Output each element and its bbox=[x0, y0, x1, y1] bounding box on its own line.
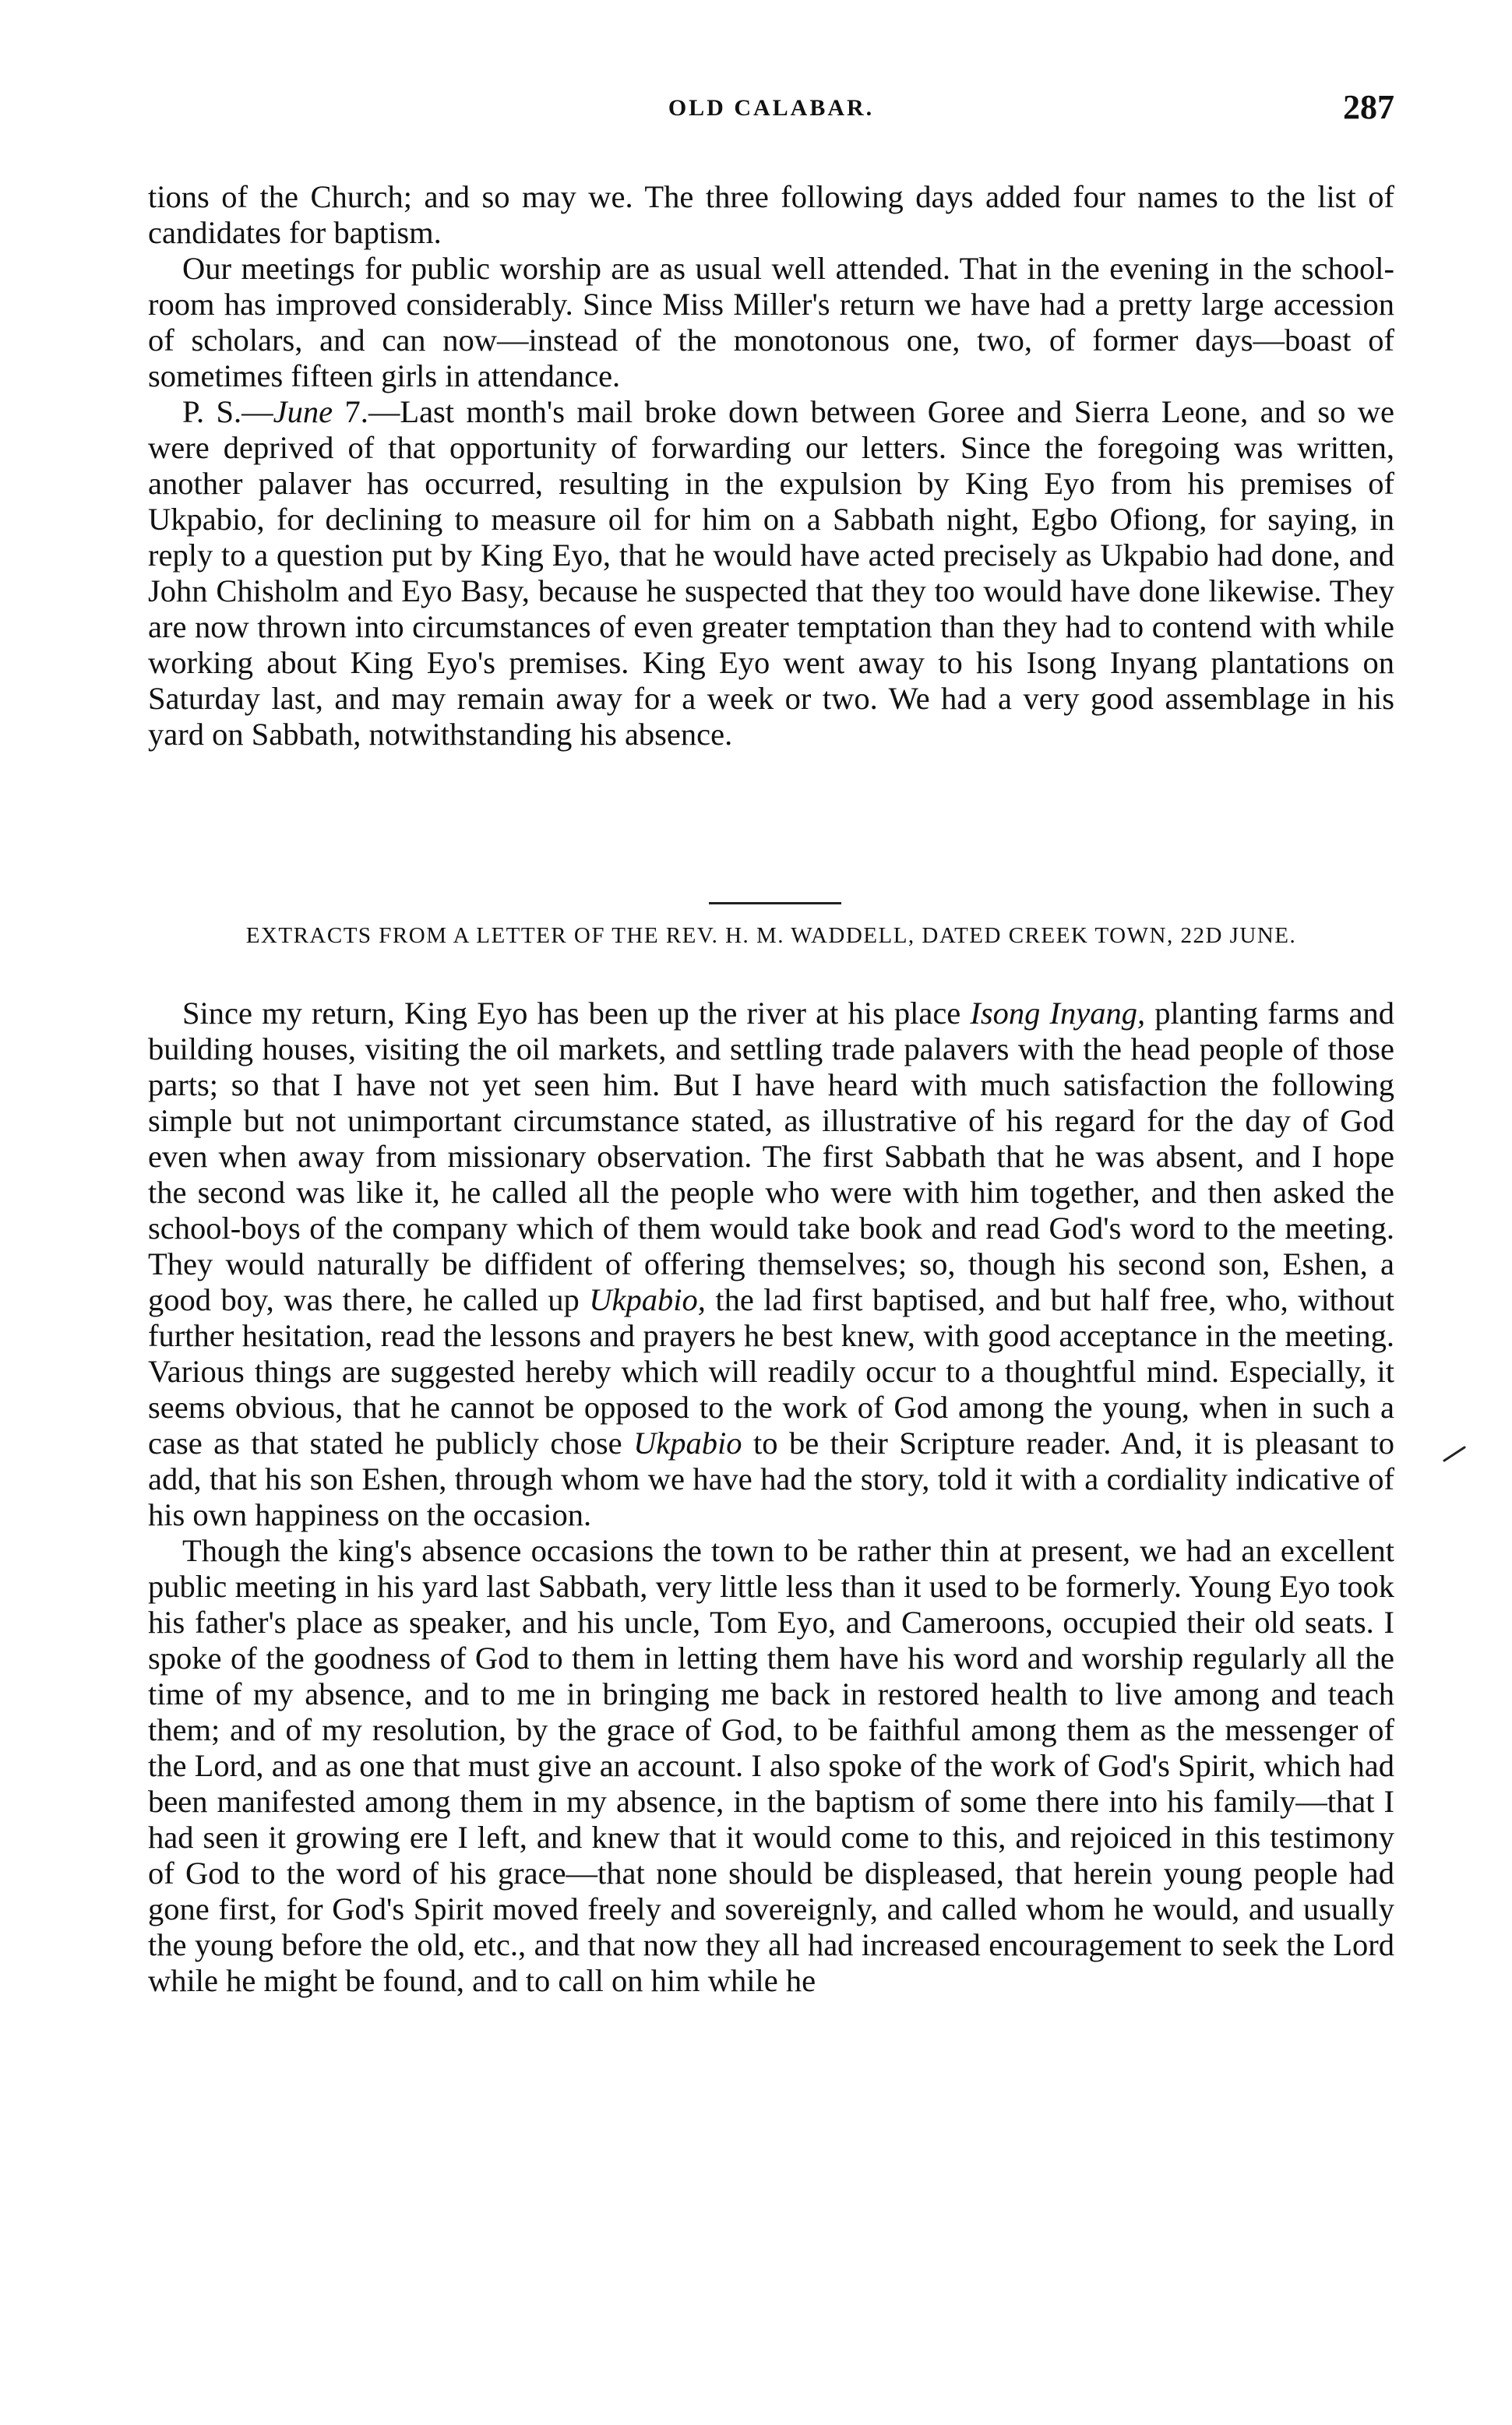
person-name: Ukpabio bbox=[633, 1426, 742, 1461]
place-name: Isong Inyang, bbox=[970, 996, 1146, 1031]
paragraph-meetings: Our meetings for public worship are as usual well attended. That in the evening in the school-room has improved considerably. Since Miss Miller's return we have had a pretty large accession of scholars, and can now—instead of the monotonous one, two, of former days—boast of sometimes fifteen girls in attendance. bbox=[148, 251, 1394, 393]
text-run: the lad first baptised, and but half free, who, without further hesitation, read the lessons and prayers he best knew, with good acceptance in the meeting. Various things are suggested hereby which will readily occur to a thoughtful mind. Especially, it seems obvious, that he cannot be opposed to the work of God among the young, when in such a case as that stated he publicly chose bbox=[148, 1282, 1394, 1461]
running-head bbox=[148, 87, 1394, 134]
postscript-lead: P. S.— bbox=[182, 394, 273, 429]
section-heading: EXTRACTS FROM A LETTER OF THE REV. H. M. WADDELL, DATED CREEK TOWN, 22D JUNE. bbox=[245, 923, 1297, 948]
person-name: Ukpabio, bbox=[589, 1282, 706, 1317]
section-divider bbox=[709, 902, 841, 904]
postscript-body: 7.—Last month's mail broke down between Goree and Sierra Leone, and so we were deprived of that opportunity of forwarding our letters. Since the foregoing was written, another palaver has occurred, resulting in the expulsion by King Eyo from his premises of Ukpabio, for declining to measure oil for him on a Sabbath night, Egbo Ofiong, for saying, in reply to a question put by King Eyo, that he would have acted precisely as Ukpabio had done, and John Chisholm and Eyo Basy, because he suspected that they too would have done likewise. They are now thrown into circumstances of even greater temptation than they had to contend with while working about King Eyo's premises. King Eyo went away to his Isong Inyang plantations on Saturday last, and may remain away for a week or two. We had a very good assemblage in his yard on Sabbath, notwithstanding his absence. bbox=[148, 394, 1394, 752]
paragraph-continuation: tions of the Church; and so may we. The three following days added four names to the list of candidates for baptism. bbox=[148, 179, 1394, 250]
postscript-date-month: June bbox=[273, 394, 333, 429]
pencil-tick-mark-icon bbox=[1443, 1445, 1466, 1462]
text-run: Since my return, King Eyo has been up the river at his place bbox=[182, 996, 971, 1031]
running-title: OLD CALABAR. bbox=[668, 95, 875, 121]
text-run: to be their Scripture reader. And, it is pleasant to add, that his son Eshen, through whom we have had the story, told it with a cordiality indicative of his own happiness on the occasion. bbox=[148, 1426, 1394, 1532]
text-run: planting farms and building houses, visiting the oil markets, and settling trade palavers with the head people of those parts; so that I have not yet seen him. But I have heard with much satisfaction the following simple but not unimportant circumstance stated, as illustrative of his regard for the day of God even when away from missionary observation. The first Sabbath that he was absent, and I hope the second was like it, he called all the people who were with him together, and then asked the school-boys of the company which of them would take book and read God's word to the meeting. They would naturally be diffident of offering themselves; so, though his second son, Eshen, a good boy, was there, he called up bbox=[148, 996, 1394, 1317]
page-number: 287 bbox=[1343, 88, 1394, 126]
letter-extracts bbox=[148, 996, 1394, 1999]
paragraph-king-eyo-absence bbox=[148, 996, 1394, 1533]
paragraph-public-meeting: Though the king's absence occasions the town to be rather thin at present, we had an excellent public meeting in his yard last Sabbath, very little less than it used to be formerly. Young Eyo took his father's place as speaker, and his uncle, Tom Eyo, and Cameroons, occupied their old seats. I spoke of the goodness of God to them in letting them have his word and worship regularly all the time of my absence, and to me in bringing me back in restored health to live among and teach them; and of my resolution, by the grace of God, to be faithful among them as the messenger of the Lord, and as one that must give an account. I also spoke of the work of God's Spirit, which had been manifested among them in my absence, in the baptism of some there into his family—that I had seen it growing ere I left, and knew that it would come to this, and rejoiced in this testimony of God to the word of his grace—that none should be displeased, that herein young people had gone first, for God's Spirit moved freely and sovereignly, and called whom he would, and usually the young before the old, etc., and that now they all had increased encouragement to seek the Lord while he might be found, and to call on him while he bbox=[148, 1533, 1394, 1998]
letter-continuation bbox=[148, 179, 1394, 753]
paragraph-postscript bbox=[148, 394, 1394, 753]
